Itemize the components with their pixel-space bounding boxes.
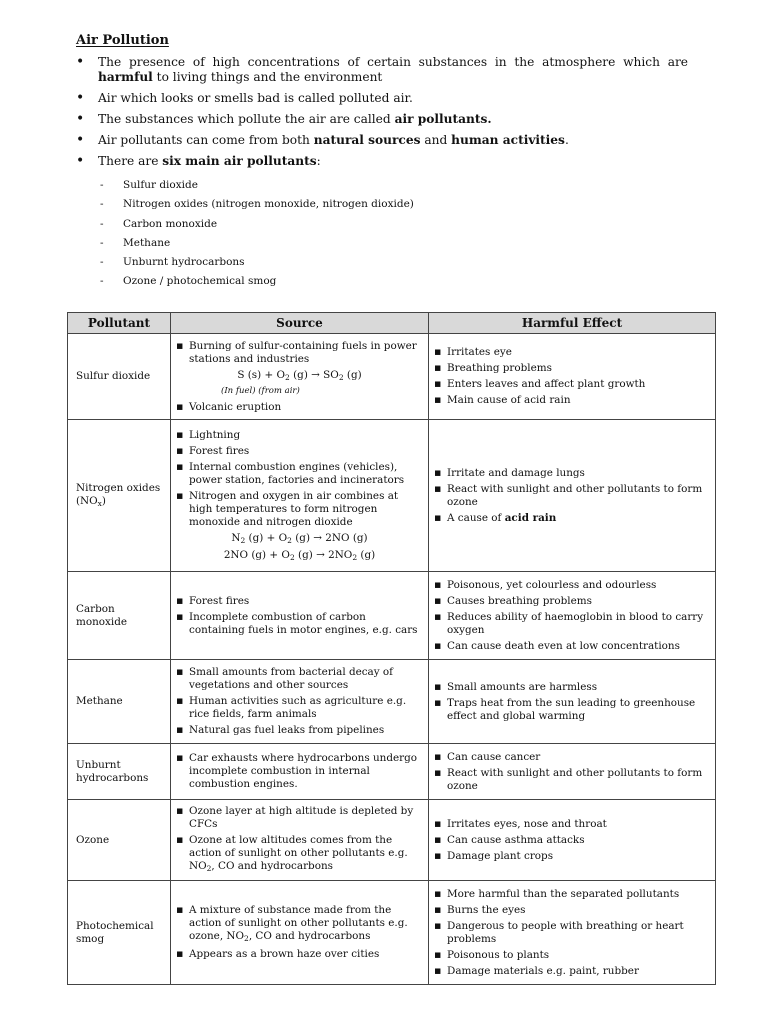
list-item: ▪ Forest fires xyxy=(175,445,424,458)
source-cell xyxy=(171,334,429,420)
list-item: ▪ Enters leaves and affect plant growth xyxy=(433,378,711,391)
list-item: - Carbon monoxide xyxy=(100,217,414,236)
list-item: ▪ Volcanic eruption xyxy=(175,401,424,414)
list-item: ▪ Natural gas fuel leaks from pipelines xyxy=(175,724,424,737)
list-item: ▪ A cause of acid rain xyxy=(433,512,711,525)
equation: $N_2$ $(g) + O_2$ (g) → 2NO (g) xyxy=(231,531,368,545)
list-item: - Unburnt hydrocarbons xyxy=(100,255,414,274)
effect-cell xyxy=(429,420,716,572)
list-item: ▪ Car exhausts where hydrocarbons undergo incomplete combustion in internal combustion engines. xyxy=(175,752,424,791)
header-pollutant: Pollutant xyxy=(68,313,171,334)
list-item: ▪ Small amounts are harmless xyxy=(433,681,711,694)
table-row xyxy=(68,572,716,660)
bullet-polluted-air: • Air which looks or smells bad is called polluted air. xyxy=(76,91,688,106)
list-item: ▪ React with sunlight and other pollutants to form ozone xyxy=(433,483,711,509)
effect-cell xyxy=(429,334,716,420)
list-item: ▪ Irritates eyes, nose and throat xyxy=(433,818,711,831)
list-item: ▪ Causes breathing problems xyxy=(433,595,711,608)
list-item: - Sulfur dioxide xyxy=(100,178,414,197)
effect-cell xyxy=(429,572,716,660)
list-item: ▪ Main cause of acid rain xyxy=(433,394,711,407)
table-row xyxy=(68,420,716,572)
table-row xyxy=(68,800,716,881)
list-item: ▪ A mixture of substance made from the action of sunlight on other pollutants e.g. ozone, $NO_2$, CO and hydrocarbons xyxy=(175,904,424,945)
source-cell xyxy=(171,800,429,881)
table-header-row xyxy=(68,313,716,334)
list-item: ▪ Irritate and damage lungs xyxy=(433,467,711,480)
source-cell xyxy=(171,660,429,744)
equation-note: (In fuel) (from air) xyxy=(221,385,300,396)
equation: S $(s) + O_2$ $(g) \to SO_2$ (g) xyxy=(237,368,362,382)
list-item: ▪ More harmful than the separated pollutants xyxy=(433,888,711,901)
list-item: ▪ Irritates eye xyxy=(433,346,711,359)
bullet-definition: • The presence of high concentrations of certain substances in the atmosphere which are harmful to living things and the environment xyxy=(76,55,688,85)
table-row xyxy=(68,881,716,985)
bullet-air-pollutants: • The substances which pollute the air are called air pollutants. xyxy=(76,112,688,127)
list-item: ▪ Appears as a brown haze over cities xyxy=(175,948,424,961)
list-item: ▪ Poisonous to plants xyxy=(433,949,711,962)
list-item: ▪ Damage plant crops xyxy=(433,850,711,863)
pollutant-name: Nitrogen oxides $(NO_x)$ xyxy=(68,420,171,572)
page-title: Air Pollution xyxy=(76,33,169,48)
list-item: ▪ Reduces ability of haemoglobin in blood to carry oxygen xyxy=(433,611,711,637)
list-item: ▪ Ozone at low altitudes comes from the action of sunlight on other pollutants e.g. $NO_2$, CO and hydrocarbons xyxy=(175,834,424,875)
source-cell xyxy=(171,744,429,800)
list-item: ▪ Poisonous, yet colourless and odourless xyxy=(433,579,711,592)
pollutant-name: Carbon monoxide xyxy=(68,572,171,660)
list-item: ▪ React with sunlight and other pollutants to form ozone xyxy=(433,767,711,793)
equation: 2NO $(g) + O_2$ $(g) \to 2NO_2$ (g) xyxy=(223,548,376,562)
list-item: - Ozone / photochemical smog xyxy=(100,274,414,293)
pollutant-name: Photochemical smog xyxy=(68,881,171,985)
list-item: ▪ Forest fires xyxy=(175,595,424,608)
pollutant-name: Ozone xyxy=(68,800,171,881)
effect-cell xyxy=(429,881,716,985)
list-item: ▪ Traps heat from the sun leading to greenhouse effect and global warming xyxy=(433,697,711,723)
list-item: ▪ Nitrogen and oxygen in air combines at high temperatures to form nitrogen monoxide and nitrogen dioxide xyxy=(175,490,424,529)
table-row xyxy=(68,660,716,744)
list-item: ▪ Internal combustion engines (vehicles), power station, factories and incinerators xyxy=(175,461,424,487)
list-item: ▪ Small amounts from bacterial decay of vegetations and other sources xyxy=(175,666,424,692)
pollutant-table xyxy=(67,312,716,985)
effect-cell xyxy=(429,800,716,881)
list-item: ▪ Burns the eyes xyxy=(433,904,711,917)
list-item: - Nitrogen oxides (nitrogen monoxide, nitrogen dioxide) xyxy=(100,197,414,216)
list-item: ▪ Human activities such as agriculture e.g. rice fields, farm animals xyxy=(175,695,424,721)
bullet-sources: • Air pollutants can come from both natural sources and human activities. xyxy=(76,133,688,148)
list-item: ▪ Can cause asthma attacks xyxy=(433,834,711,847)
source-cell xyxy=(171,881,429,985)
list-item: ▪ Lightning xyxy=(175,429,424,442)
pollutant-name: Sulfur dioxide xyxy=(68,334,171,420)
list-item: - Methane xyxy=(100,236,414,255)
list-item: ▪ Burning of sulfur-containing fuels in power stations and industries xyxy=(175,340,424,366)
table-row xyxy=(68,334,716,420)
header-source: Source xyxy=(171,313,429,334)
source-cell xyxy=(171,572,429,660)
bullet-six-pollutants: • There are six main air pollutants: xyxy=(76,154,688,169)
intro-bullets xyxy=(76,55,688,175)
table-row xyxy=(68,744,716,800)
list-item: ▪ Dangerous to people with breathing or heart problems xyxy=(433,920,711,946)
list-item: ▪ Damage materials e.g. paint, rubber xyxy=(433,965,711,978)
list-item: ▪ Ozone layer at high altitude is depleted by CFCs xyxy=(175,805,424,831)
header-harmful-effect: Harmful Effect xyxy=(429,313,716,334)
effect-cell xyxy=(429,744,716,800)
source-cell xyxy=(171,420,429,572)
list-item: ▪ Can cause death even at low concentrations xyxy=(433,640,711,653)
pollutant-list xyxy=(100,178,414,294)
pollutant-name: Methane xyxy=(68,660,171,744)
list-item: ▪ Incomplete combustion of carbon containing fuels in motor engines, e.g. cars xyxy=(175,611,424,637)
pollutant-name: Unburnt hydrocarbons xyxy=(68,744,171,800)
list-item: ▪ Can cause cancer xyxy=(433,751,711,764)
effect-cell xyxy=(429,660,716,744)
list-item: ▪ Breathing problems xyxy=(433,362,711,375)
